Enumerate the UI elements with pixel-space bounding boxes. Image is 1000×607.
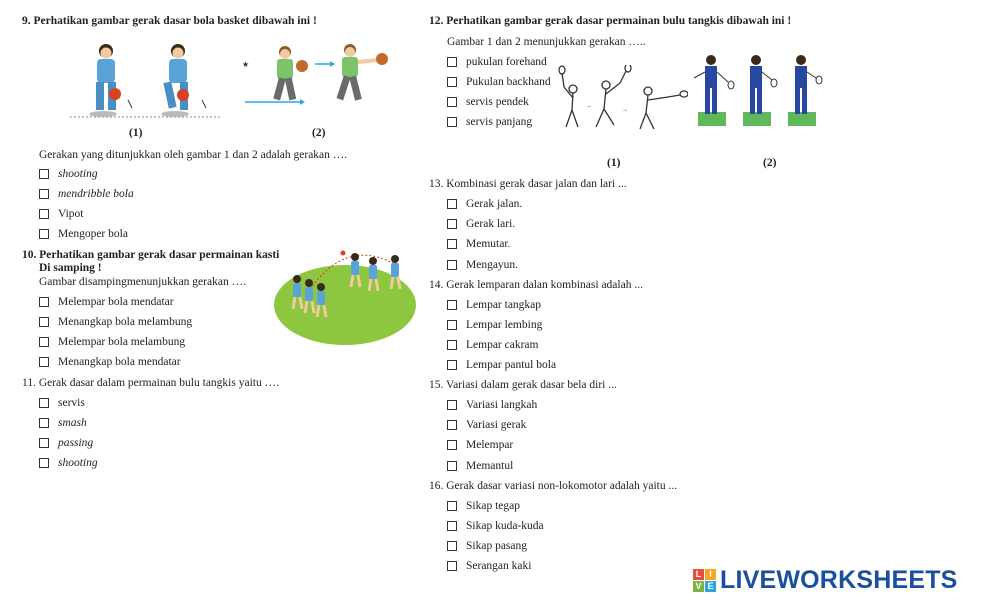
liveworksheets-logo[interactable]	[693, 566, 958, 595]
checkbox[interactable]	[447, 320, 457, 330]
svg-text:★: ★	[242, 60, 250, 69]
checkbox[interactable]	[447, 117, 457, 127]
q14-option-4[interactable]: Lempar pantul bola	[447, 358, 556, 372]
checkbox[interactable]	[447, 260, 457, 270]
q14-title: 14. Gerak lemparan dalan kombinasi adalah ...	[429, 279, 643, 291]
q10-option-2[interactable]: Menangkap bola melambung	[39, 315, 192, 329]
checkbox[interactable]	[39, 398, 49, 408]
q10-option-4[interactable]: Menangkap bola mendatar	[39, 355, 181, 369]
checkbox[interactable]	[447, 300, 457, 310]
q15-title: 15. Variasi dalam gerak dasar bela diri ...	[429, 379, 617, 391]
q10-title-line-1: 10. Perhatikan gambar gerak dasar permainan kasti	[22, 249, 280, 261]
q12-option-3[interactable]: servis pendek	[447, 95, 529, 109]
q12-caption-2: (2)	[763, 157, 777, 169]
q15-option-4[interactable]: Memantul	[447, 459, 513, 473]
checkbox[interactable]	[39, 189, 49, 199]
q14-option-3[interactable]: Lempar cakram	[447, 338, 538, 352]
checkbox[interactable]	[39, 357, 49, 367]
checkbox[interactable]	[447, 400, 457, 410]
q15-option-2[interactable]: Variasi gerak	[447, 418, 526, 432]
checkbox[interactable]	[39, 297, 49, 307]
q16-option-4[interactable]: Serangan kaki	[447, 559, 531, 573]
q11-option-3[interactable]: passing	[39, 436, 93, 450]
q11-option-4[interactable]: shooting	[39, 456, 98, 470]
checkbox[interactable]	[447, 461, 457, 471]
badminton-image-2	[688, 52, 828, 130]
q9-caption-2: (2)	[312, 127, 326, 139]
q9-option-2[interactable]: mendribble bola	[39, 187, 134, 201]
checkbox[interactable]	[39, 317, 49, 327]
checkbox[interactable]	[447, 77, 457, 87]
q11-option-1[interactable]: servis	[39, 396, 85, 410]
q9-option-4[interactable]: Mengoper bola	[39, 227, 128, 241]
kasti-throw-image	[273, 243, 418, 346]
svg-text:→: →	[622, 107, 628, 113]
q11-option-2[interactable]: smash	[39, 416, 87, 430]
checkbox[interactable]	[39, 418, 49, 428]
q16-option-1[interactable]: Sikap tegap	[447, 499, 520, 513]
checkbox[interactable]	[447, 501, 457, 511]
q13-option-3[interactable]: Memutar.	[447, 237, 510, 251]
q13-option-1[interactable]: Gerak jalan.	[447, 197, 522, 211]
q11-title: 11. Gerak dasar dalam permainan bulu tangkis yaitu ….	[22, 377, 279, 389]
q14-option-1[interactable]: Lempar tangkap	[447, 298, 541, 312]
q10-title-line-2: Di samping !	[39, 262, 102, 274]
checkbox[interactable]	[447, 360, 457, 370]
checkbox[interactable]	[447, 420, 457, 430]
q10-option-1[interactable]: Melempar bola mendatar	[39, 295, 174, 309]
q15-option-1[interactable]: Variasi langkah	[447, 398, 537, 412]
basketball-dribble-image-1	[70, 40, 220, 122]
q16-option-2[interactable]: Sikap kuda-kuda	[447, 519, 544, 533]
logo-tiles-icon: L I V E	[693, 569, 716, 592]
checkbox[interactable]	[447, 57, 457, 67]
q12-title: 12. Perhatikan gambar gerak dasar permainan bulu tangkis dibawah ini !	[429, 15, 792, 27]
q9-option-3[interactable]: Vipot	[39, 207, 84, 221]
logo-text: LIVEWORKSHEETS	[720, 566, 958, 594]
q9-prompt: Gerakan yang ditunjukkan oleh gambar 1 dan 2 adalah gerakan ….	[39, 149, 348, 161]
checkbox[interactable]	[447, 541, 457, 551]
basketball-pass-image-2	[240, 42, 390, 107]
checkbox[interactable]	[447, 440, 457, 450]
q13-option-2[interactable]: Gerak lari.	[447, 217, 515, 231]
checkbox[interactable]	[447, 239, 457, 249]
q13-title: 13. Kombinasi gerak dasar jalan dan lari ...	[429, 178, 627, 190]
checkbox[interactable]	[39, 458, 49, 468]
q16-option-3[interactable]: Sikap pasang	[447, 539, 527, 553]
q10-prompt: Gambar disampingmenunjukkan gerakan ….	[39, 276, 246, 288]
q9-title: 9. Perhatikan gambar gerak dasar bola basket dibawah ini !	[22, 15, 317, 27]
checkbox[interactable]	[447, 561, 457, 571]
badminton-image-1	[558, 65, 688, 135]
q10-option-3[interactable]: Melempar bola melambung	[39, 335, 185, 349]
q15-option-3[interactable]: Melempar	[447, 438, 513, 452]
q9-option-1[interactable]: shooting	[39, 167, 98, 181]
q9-caption-1: (1)	[129, 127, 143, 139]
checkbox[interactable]	[447, 199, 457, 209]
checkbox[interactable]	[447, 97, 457, 107]
checkbox[interactable]	[39, 337, 49, 347]
checkbox[interactable]	[447, 219, 457, 229]
checkbox[interactable]	[39, 209, 49, 219]
q14-option-2[interactable]: Lempar lembing	[447, 318, 542, 332]
q12-option-4[interactable]: servis panjang	[447, 115, 532, 129]
q12-prompt: Gambar 1 dan 2 menunjukkan gerakan …..	[447, 36, 646, 48]
q12-option-2[interactable]: Pukulan backhand	[447, 75, 551, 89]
q12-option-1[interactable]: pukulan forehand	[447, 55, 547, 69]
checkbox[interactable]	[39, 169, 49, 179]
q13-option-4[interactable]: Mengayun.	[447, 258, 518, 272]
svg-text:→: →	[586, 103, 592, 109]
checkbox[interactable]	[39, 229, 49, 239]
checkbox[interactable]	[447, 340, 457, 350]
checkbox[interactable]	[447, 521, 457, 531]
q16-title: 16. Gerak dasar variasi non-lokomotor adalah yaitu ...	[429, 480, 678, 492]
q12-caption-1: (1)	[607, 157, 621, 169]
checkbox[interactable]	[39, 438, 49, 448]
